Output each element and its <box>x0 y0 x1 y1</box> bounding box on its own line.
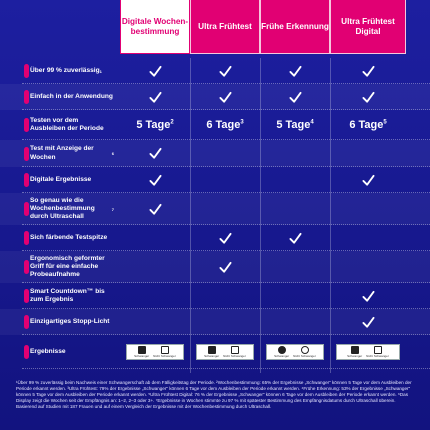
result-display-image <box>196 344 254 360</box>
table-cell <box>190 225 260 251</box>
table-cell <box>330 335 406 369</box>
result-label: Nicht Schwanger <box>223 354 246 358</box>
table-cell <box>260 251 330 283</box>
row-label-text: Sich färbende Testspitze <box>30 233 108 241</box>
checkmark-icon <box>219 91 232 104</box>
table-cell <box>330 309 406 335</box>
footnote-marker: 4 <box>310 119 314 126</box>
table-cell <box>120 58 190 84</box>
table-cell <box>190 309 260 335</box>
column-header-ultra-fruehtest <box>190 0 260 54</box>
table-row <box>0 110 430 140</box>
row-label-text: Ergebnisse <box>30 347 66 355</box>
table-row <box>0 193 430 225</box>
result-label: Schwanger <box>134 354 150 358</box>
checkmark-icon <box>289 91 302 104</box>
row-label-text: So genau wie die Wochenbestimmung durch Ultraschall <box>30 196 95 221</box>
row-label <box>30 110 114 140</box>
table-cell <box>260 58 330 84</box>
table-header <box>0 0 430 58</box>
row-label <box>30 140 114 167</box>
table-cell <box>120 335 190 369</box>
row-label-text: Einzigartiges Stopp-Licht <box>30 317 110 325</box>
table-cell <box>190 283 260 309</box>
table-row <box>0 140 430 167</box>
checkmark-icon <box>149 65 162 78</box>
not-pregnant-symbol-icon <box>161 346 169 354</box>
checkmark-icon <box>362 174 375 187</box>
row-label <box>30 167 114 193</box>
row-label <box>30 335 114 369</box>
not-pregnant-symbol-icon <box>374 346 382 354</box>
days-value: 5 Tage$^4$ <box>276 119 314 131</box>
table-cell <box>260 193 330 225</box>
row-label-text: Testen vor dem Ausbleiben der Periode <box>30 116 104 132</box>
row-label <box>30 251 114 283</box>
table-cell <box>330 110 406 140</box>
result-not-pregnant <box>223 346 246 358</box>
footnote-marker: 2 <box>170 119 174 126</box>
table-cell <box>330 251 406 283</box>
result-pregnant <box>347 346 362 358</box>
table-cell <box>190 193 260 225</box>
checkmark-icon <box>289 65 302 78</box>
result-label: Nicht Schwanger <box>366 354 389 358</box>
table-cell <box>260 225 330 251</box>
table-cell <box>120 309 190 335</box>
table-cell <box>260 110 330 140</box>
checkmark-icon <box>219 232 232 245</box>
days-value: 5 Tage$^2$ <box>136 119 174 131</box>
table-cell <box>330 283 406 309</box>
row-label-text: Test mit Anzeige der Wochen <box>30 145 94 161</box>
checkmark-icon <box>219 65 232 78</box>
checkmark-icon <box>149 91 162 104</box>
column-header-label: Frühe Erkennung <box>261 21 329 31</box>
result-pregnant <box>134 346 149 358</box>
table-cell <box>330 225 406 251</box>
table-row <box>0 167 430 193</box>
table-cell <box>190 167 260 193</box>
pregnant-symbol-icon <box>138 346 146 354</box>
column-header-fruehe-erkennung <box>260 0 330 54</box>
table-cell <box>190 140 260 167</box>
footnote: ¹Über 99 % zuverlässig beim Nachweis einer Schwangerschaft ab dem Fälligkeitstag der Periode. ²Wochenbestimmung: 65% der Ergebnisse „Schwanger“ können 5 Tage vor dem Ausbleiben der Periode erkannt werden. ³Ultra Frühtest: 79% der Ergebnisse „Schwanger“ können 6 Tage vor dem Ausbleiben der Periode erkannt werden. ⁴Frühe Erkennung: 53% der Ergebnisse „Schwanger“ können 5 Tage vor dem Ausbleiben der Periode erkannt werden. ⁵Ultra Frühtest Digital: 76 % der Ergebnisse „Schwanger“ können 6 Tage vor dem Ausbleiben der Periode erkannt werden. ⁶Das Display zeigt die Wochen seit der Empfängnis an: 1–2, 2–3 oder 3+. ⁷Ergebnisse in Wochen stimmte zu 97 % mit spätester Bestimmung des Empfängnisdatums durch Ultraschall überein. Basierend auf Studien mit 187 Frauen und auf einem Vergleich der Ergebnisse mit der Wochenbestimmung durch Ultraschall. <box>16 380 412 410</box>
days-value: 6 Tage$^3$ <box>206 119 244 131</box>
checkmark-icon <box>149 147 162 160</box>
column-header-label: Digitale Wochen-bestimmung <box>121 17 189 36</box>
row-label-text: Digitale Ergebnisse <box>30 175 92 183</box>
row-label-text: Smart Countdown™ bis zum Ergebnis <box>30 287 105 303</box>
table-row <box>0 225 430 251</box>
checkmark-icon <box>362 91 375 104</box>
table-cell <box>260 167 330 193</box>
table-cell <box>190 335 260 369</box>
footnote-marker: 6 <box>111 151 114 156</box>
result-label: Schwanger <box>347 354 363 358</box>
result-not-pregnant <box>153 346 176 358</box>
table-cell <box>260 309 330 335</box>
row-label <box>30 193 114 225</box>
table-cell <box>260 140 330 167</box>
table-cell <box>190 58 260 84</box>
row-label <box>30 58 114 84</box>
table-cell <box>260 283 330 309</box>
checkmark-icon <box>362 290 375 303</box>
table-cell <box>120 110 190 140</box>
table-cell <box>120 167 190 193</box>
table-cell <box>120 251 190 283</box>
table-cell <box>260 84 330 110</box>
row-label-text: Ergonomisch geformter Griff für eine einfache Probeaufnahme <box>30 254 105 279</box>
table-cell <box>120 283 190 309</box>
table-cell <box>120 84 190 110</box>
table-cell <box>190 251 260 283</box>
column-header-label: Ultra Frühtest <box>198 21 252 31</box>
table-row <box>0 251 430 283</box>
checkmark-icon <box>219 261 232 274</box>
table-row <box>0 283 430 309</box>
result-pregnant <box>274 346 289 358</box>
table-cell <box>190 84 260 110</box>
not-pregnant-symbol-icon <box>231 346 239 354</box>
pregnant-symbol-icon <box>351 346 359 354</box>
pregnant-symbol-icon <box>208 346 216 354</box>
result-display-image <box>126 344 184 360</box>
table-row <box>0 309 430 335</box>
footnote-marker: 5 <box>383 119 387 126</box>
row-label <box>30 283 114 309</box>
days-value: 6 Tage$^5$ <box>349 119 387 131</box>
table-row <box>0 84 430 110</box>
footnote-marker: 3 <box>240 119 244 126</box>
footnote-marker: 1 <box>99 68 102 74</box>
checkmark-icon <box>149 203 162 216</box>
result-label: Schwanger <box>274 354 290 358</box>
result-label: Nicht Schwanger <box>293 354 316 358</box>
table-cell <box>330 167 406 193</box>
result-not-pregnant <box>293 346 316 358</box>
checkmark-icon <box>149 174 162 187</box>
row-label-text: Einfach in der Anwendung <box>30 92 113 100</box>
result-display-image <box>266 344 324 360</box>
not-pregnant-symbol-icon <box>301 346 309 354</box>
table-cell <box>260 335 330 369</box>
table-row <box>0 58 430 84</box>
table-cell <box>330 58 406 84</box>
result-display-image <box>336 344 400 360</box>
table-cell <box>330 193 406 225</box>
column-header-label: Ultra Frühtest Digital <box>341 17 395 36</box>
row-label <box>30 309 114 335</box>
checkmark-icon <box>289 232 302 245</box>
column-header-ultra-fruehtest-digital <box>330 0 406 54</box>
result-pregnant <box>204 346 219 358</box>
row-label <box>30 225 114 251</box>
row-label-text: Über 99 % zuverlässig <box>30 66 100 74</box>
column-header-digitale-wochenbestimmung <box>120 0 190 54</box>
checkmark-icon <box>362 316 375 329</box>
result-label: Schwanger <box>204 354 220 358</box>
table-cell <box>120 193 190 225</box>
table-cell <box>330 84 406 110</box>
table-cell <box>120 225 190 251</box>
checkmark-icon <box>362 65 375 78</box>
table-cell <box>330 140 406 167</box>
pregnant-symbol-icon <box>278 346 286 354</box>
table-row <box>0 335 430 369</box>
result-label: Nicht Schwanger <box>153 354 176 358</box>
table-cell <box>190 110 260 140</box>
result-not-pregnant <box>366 346 389 358</box>
row-label <box>30 84 114 110</box>
footnote-marker: 7 <box>111 206 114 212</box>
table-cell <box>120 140 190 167</box>
